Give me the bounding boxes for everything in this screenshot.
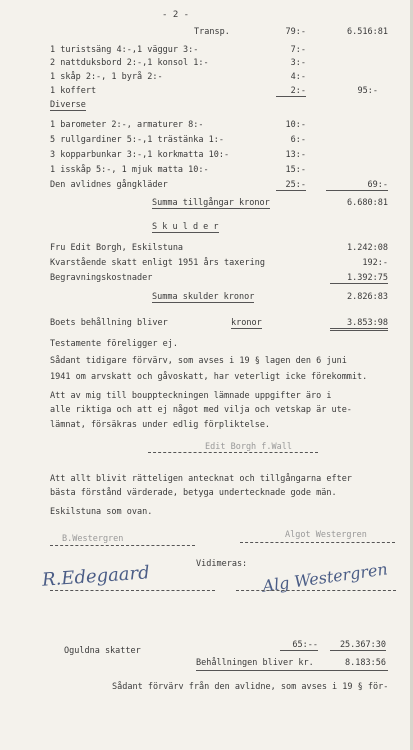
skulder-heading: S k u l d e r (152, 222, 219, 232)
summa-skulder-label: Summa skulder kronor (152, 292, 255, 302)
vidimeras-label: Vidimeras: (196, 559, 248, 569)
summa-tillgangar-label: Summa tillgångar kronor (152, 198, 270, 208)
page-number: - 2 - (162, 10, 190, 20)
oguldna-col1: 65:-- (280, 640, 318, 651)
item-a-text: 1 skåp 2:-, 1 byrå 2:- (50, 72, 163, 82)
signature-right-handwritten: Alg Westergren (261, 559, 389, 596)
skuld-value: 1.392:75 (330, 273, 388, 284)
item-b-text: 1 barometer 2:-, armaturer 8:- (50, 120, 204, 130)
transp-col2: 6.516:81 (347, 27, 388, 37)
summa-skulder-value: 2.826:83 (347, 292, 388, 302)
item-b-text: 3 kopparbunkar 3:-,1 korkmatta 10:- (50, 150, 230, 160)
item-b-value: 10:- (285, 120, 306, 130)
vidimeras-line-left (50, 590, 215, 591)
item-a-value: 7:- (290, 45, 306, 55)
forsakran-line: Att av mig till bouppteckningen lämnade uppgifter äro i (50, 391, 332, 401)
forsakran-line: alle riktiga och att ej något med vilja och vetskap är ute- (50, 405, 352, 415)
signature-left-handwritten: R.Edegaard (41, 562, 151, 591)
rattelig-line: bästa förstånd värderade, betyga undertecknade gode män. (50, 488, 337, 498)
item-b-value: 6:- (290, 135, 306, 145)
place-date: Eskilstuna som ovan. (50, 507, 153, 517)
skuld-text: Kvarstående skatt enligt 1951 års taxering (50, 258, 265, 268)
item-b-value: 25:- (276, 180, 306, 191)
footer-line: Sådant förvärv från den avlidne, som avses i 19 § för- (112, 682, 389, 692)
behallning-unit: kronor (231, 318, 262, 328)
behallning-label: Boets behållning bliver (50, 318, 168, 328)
item-b-text: Den avlidnes gångkläder (50, 180, 168, 190)
behallningen-label: Behållningen bliver kr. (196, 658, 314, 668)
item-a-text: 1 turistsäng 4:-,1 väggur 3:- (50, 45, 199, 55)
item-b-value: 15:- (285, 165, 306, 175)
behallningen-rule (196, 670, 388, 671)
item-a-value: 3:- (290, 58, 306, 68)
oguldna-col2: 25.367:30 (330, 640, 386, 651)
skuld-value: 1.242:08 (347, 243, 388, 253)
subtotal-a: 95:- (357, 86, 378, 96)
testamente-text: Testamente föreligger ej. (50, 339, 178, 349)
item-a-value: 2:- (276, 86, 306, 97)
behallningen-value: 8.183:56 (345, 658, 386, 668)
item-b-text: 5 rullgardiner 5:-,1 trästänka 1:- (50, 135, 224, 145)
signature-line-edit (148, 452, 318, 453)
transp-col1: 79:- (285, 27, 306, 37)
transp-label: Transp. (194, 27, 230, 37)
item-a-text: 2 nattduksbord 2:-,1 konsol 1:- (50, 58, 209, 68)
oguldna-label: Oguldna skatter (64, 646, 141, 656)
behallning-value: 3.853:98 (330, 318, 388, 331)
item-b-text: 1 isskåp 5:-, 1 mjuk matta 10:- (50, 165, 209, 175)
vidimeras-line-right (236, 590, 396, 591)
witness-right-typed: Algot Westergren (285, 530, 367, 540)
subtotal-b: 69:- (326, 180, 388, 191)
skuld-value: 192:- (362, 258, 388, 268)
item-b-value: 13:- (285, 150, 306, 160)
item-a-value: 4:- (290, 72, 306, 82)
forvarv-line: Sådant tidigare förvärv, som avses i 19 § lagen den 6 juni (50, 356, 347, 366)
edit-borgh-typed: Edit Borgh f.Wall (205, 442, 292, 452)
summa-tillgangar-value: 6.680:81 (347, 198, 388, 208)
skuld-text: Begravningskostnader (50, 273, 153, 283)
witness-line-right (240, 542, 395, 543)
forsakran-line: lämnat, försäkras under edlig förpliktelse. (50, 420, 271, 430)
forvarv-line: 1941 om arvskatt och gåvoskatt, har veterligt icke förekommit. (50, 372, 368, 382)
diverse-heading: Diverse (50, 100, 86, 110)
skuld-text: Fru Edit Borgh, Eskilstuna (50, 243, 184, 253)
witness-left-typed: B.Westergren (62, 534, 124, 544)
rattelig-line: Att allt blivit rätteligen antecknat och tillgångarna efter (50, 474, 352, 484)
item-a-text: 1 koffert (50, 86, 97, 96)
witness-line-left (50, 545, 195, 546)
